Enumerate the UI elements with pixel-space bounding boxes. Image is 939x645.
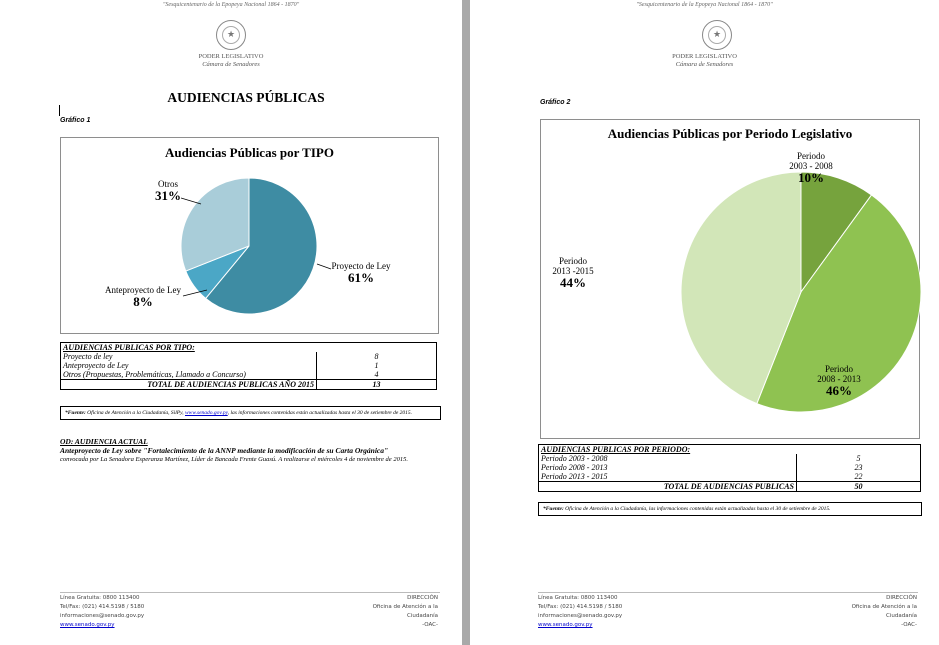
table-row: Periodo 2013 - 2015 22 [539, 472, 921, 482]
label-periodo-2003: Periodo 2003 - 2008 10% [789, 151, 833, 185]
page-gutter [462, 0, 470, 645]
footer-office: DIRECCIÓN Oficina de Atención a la Ciudadanía -OAC- [372, 595, 438, 628]
chart-periodo-title: Audiencias Públicas por Periodo Legislativo [607, 126, 853, 141]
senado-link[interactable]: www.senado.gov.py [184, 410, 228, 416]
seal-icon [702, 20, 732, 50]
page-left [0, 0, 462, 645]
footer-website-link[interactable]: www.senado.gov.py [60, 622, 115, 628]
page-right [470, 0, 939, 645]
label-otros: Otros 31% [155, 179, 181, 203]
institution-name: PODER LEGISLATIVO [672, 53, 737, 60]
footer-contact: Línea Gratuita: 0800 113400 Tel/Fax: (021) 414.5198 / 5180 informaciones@senado.gov.py www.senado.gov.py [60, 595, 145, 628]
source-note-right: *Fuente: Oficina de Atención a la Ciudadanía, las informaciones contenidas están actualizadas hasta el 30 de setiembre de 2015. [538, 502, 922, 516]
star-icon: ★ [712, 30, 722, 40]
chart-tipo [60, 137, 439, 334]
od-subtitle: Anteproyecto de Ley sobre "Fortalecimiento de la ANNP mediante la modificación de su Carta Orgánica" [60, 446, 389, 455]
table-tipo [60, 342, 437, 390]
label-periodo-2013: Periodo 2013 -2015 44% [552, 256, 594, 290]
table-row: Anteproyecto de Ley 1 [61, 361, 437, 370]
table-row: Periodo 2003 - 2008 5 [539, 454, 921, 463]
label-periodo-2008: Periodo 2008 - 2013 46% [817, 364, 861, 398]
header-motto: "Sesquicentenario de la Epopeya Nacional 1864 - 1870" [636, 2, 773, 8]
footer-office: DIRECCIÓN Oficina de Atención a la Ciudadanía -OAC- [851, 595, 917, 628]
chamber-name: Cámara de Senadores [675, 61, 734, 68]
label-anteproyecto: Anteproyecto de Ley 8% [105, 285, 181, 309]
chart-tipo-title: Audiencias Públicas por TIPO [165, 145, 334, 160]
table-total-row: TOTAL DE AUDIENCIAS PUBLICAS AÑO 2015 13 [61, 380, 437, 390]
chart-1-label: Gráfico 1 [60, 117, 91, 124]
chart-periodo [540, 119, 920, 439]
institution-header [0, 53, 462, 69]
footer-divider [538, 592, 918, 593]
document-title: AUDIENCIAS PÚBLICAS [167, 90, 325, 105]
table-total-row: TOTAL DE AUDIENCIAS PUBLICAS 50 [539, 482, 921, 492]
chamber-name: Cámara de Senadores [202, 61, 260, 68]
table-tipo-header: AUDIENCIAS PUBLICAS POR TIPO: [61, 343, 437, 353]
od-title: OD: AUDIENCIA ACTUAL [60, 437, 148, 446]
institution-header [470, 53, 939, 69]
footer-contact: Línea Gratuita: 0800 113400 Tel/Fax: (021) 414.5198 / 5180 informaciones@senado.gov.py www.senado.gov.py [538, 595, 623, 628]
table-row: Otros (Propuestas, Problemáticas, Llamado a Concurso) 4 [61, 370, 437, 380]
od-body: convocada por La Senadora Esperanza Martínez, Líder de Bancada Frente Guasú. A realizarse el miércoles 4 de noviembre de 2015. [60, 456, 408, 463]
star-icon: ★ [226, 30, 236, 40]
footer-divider [60, 592, 440, 593]
table-row: Periodo 2008 - 2013 23 [539, 463, 921, 472]
table-row: Proyecto de ley 8 [61, 352, 437, 361]
chart-2-label: Gráfico 2 [540, 99, 571, 106]
header-motto: "Sesquicentenario de la Epopeya Nacional 1864 - 1870" [162, 2, 300, 8]
seal-icon [216, 20, 246, 50]
od-section [60, 437, 440, 464]
label-proyecto: Proyecto de Ley 61% [331, 261, 391, 285]
table-periodo [538, 444, 921, 492]
table-periodo-header: AUDIENCIAS PUBLICAS POR PERIODO: [539, 445, 921, 455]
source-note-left: *Fuente: Oficina de Atención a la Ciudadanía, SilPy, www.senado.gov.py, las informaciones contenidas están actualizadas hasta el 30 de setiembre de 2015. [60, 406, 441, 420]
footer-website-link[interactable]: www.senado.gov.py [538, 622, 593, 628]
institution-name: PODER LEGISLATIVO [198, 53, 264, 60]
text-cursor [59, 105, 60, 116]
